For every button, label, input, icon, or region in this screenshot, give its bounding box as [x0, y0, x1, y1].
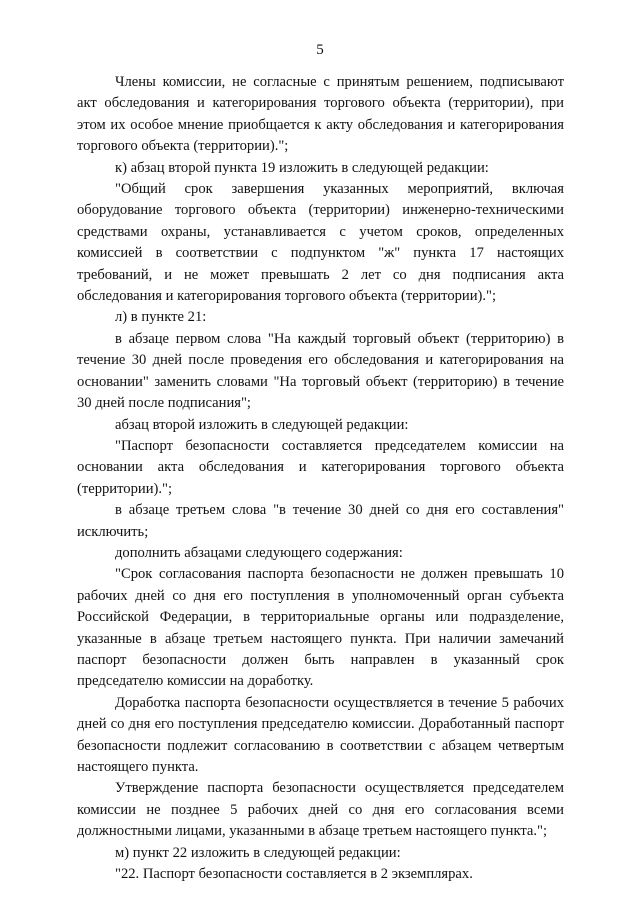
paragraph: л) в пункте 21:: [115, 309, 207, 326]
paragraph: "Паспорт безопасности составляется председателем комиссии на основании акта обследования и категорирования торгового объекта (территории).";: [77, 437, 564, 497]
paragraph: к) абзац второй пункта 19 изложить в следующей редакции:: [115, 159, 489, 176]
paragraph: Утверждение паспорта безопасности осуществляется председателем комиссии не позднее 5 рабочих дней со дня его согласования всеми должностными лицами, указанными в абзаце третьем настоящего пункта.";: [77, 780, 564, 840]
paragraph: Доработка паспорта безопасности осуществляется в течение 5 рабочих дней со дня его поступления председателю комиссии. Доработанный паспорт безопасности подлежит согласованию в соответствии с абзацем четвертым настоящего пункта.: [77, 694, 564, 775]
document-body: [77, 72, 564, 885]
paragraph: "Общий срок завершения указанных мероприятий, включая оборудование торгового объекта (территории) инженерно-техническими средствами охраны, устанавливается с учетом сроков, определенных комиссией в соответствии с подпунктом "ж" пункта 17 настоящих требований, и не может превышать 2 лет со дня подписания акта обследования и категорирования торгового объекта (территории).";: [77, 181, 564, 305]
paragraph: абзац второй изложить в следующей редакции:: [115, 416, 409, 433]
paragraph: "22. Паспорт безопасности составляется в 2 экземплярах.: [115, 866, 473, 883]
paragraph: в абзаце первом слова "На каждый торговый объект (территорию) в течение 30 дней после проведения его обследования и категорирования на основании" заменить словами "На торговый объект (территорию) в течение 30 дней после подписания";: [77, 330, 564, 412]
paragraph: в абзаце третьем слова "в течение 30 дней со дня его составления" исключить;: [77, 502, 564, 540]
paragraph: Члены комиссии, не согласные с принятым решением, подписывают акт обследования и категорирования торгового объекта (территории), при этом их особое мнение приобщается к акту обследования и категорирования торгового объекта (территории).";: [77, 74, 564, 155]
paragraph: дополнить абзацами следующего содержания:: [115, 544, 403, 561]
paragraph: м) пункт 22 изложить в следующей редакции:: [115, 844, 401, 861]
paragraph: "Срок согласования паспорта безопасности не должен превышать 10 рабочих дней со дня его поступления в уполномоченный орган субъекта Российской Федерации, в территориальные органы или подразделение, указанные в абзаце третьем настоящего пункта. При наличии замечаний паспорт безопасности должен быть направлен в указанный срок председателю комиссии на доработку.: [77, 566, 564, 690]
page-number: 5: [316, 42, 324, 58]
